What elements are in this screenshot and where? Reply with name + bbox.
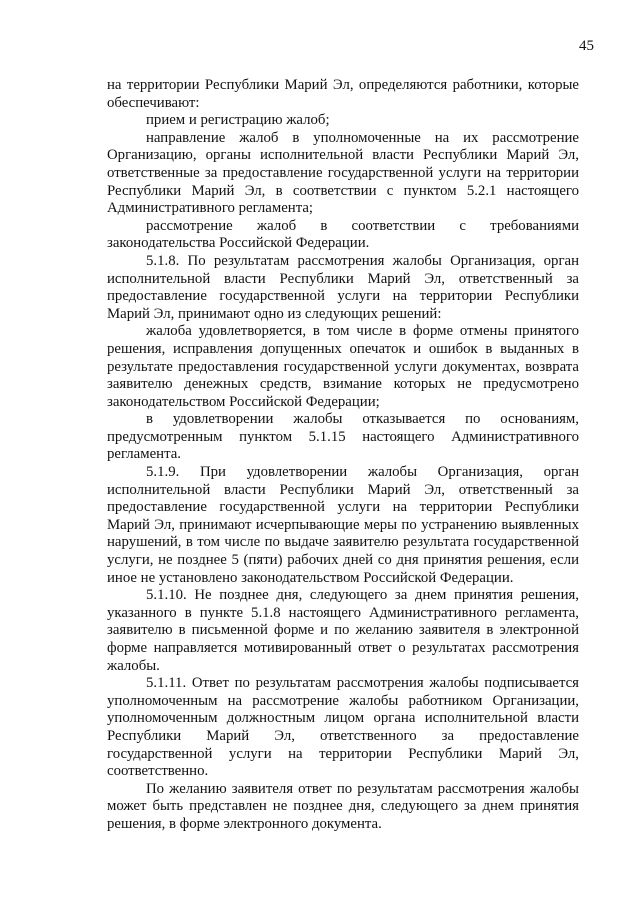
paragraph: 5.1.9. При удовлетворении жалобы Организация, орган исполнительной власти Республики Марий Эл, ответственный за предоставление государственной услуги на территории Республики Марий Эл, принимают исчерпывающие меры по устранению выявленных нарушений, в том числе по выдаче заявителю результата государственной услуги, не позднее 5 (пяти) рабочих дней со дня принятия решения, если иное не установлено законодательством Российской Федерации.	[107, 464, 579, 586]
paragraph: направление жалоб в уполномоченные на их рассмотрение Организацию, органы исполнительной власти Республики Марий Эл, ответственные за предоставление государственной услуги на территории Республики Марий Эл, в соответствии с пунктом 5.2.1 настоящего Административного регламента;	[107, 129, 579, 217]
paragraph: в удовлетворении жалобы отказывается по основаниям, предусмотренным пунктом 5.1.15 настоящего Административного регламента.	[107, 411, 579, 463]
paragraph: 5.1.10. Не позднее дня, следующего за днем принятия решения, указанного в пункте 5.1.8 настоящего Административного регламента, заявителю в письменной форме и по желанию заявителя в электронной форме направляется мотивированный ответ о результатах рассмотрения жалобы.	[107, 587, 579, 674]
paragraph: По желанию заявителя ответ по результатам рассмотрения жалобы может быть представлен не позднее дня, следующего за днем принятия решения, в форме электронного документа.	[107, 780, 579, 832]
paragraph: прием и регистрацию жалоб;	[146, 112, 330, 129]
page-number: 45	[579, 38, 594, 54]
paragraph: на территории Республики Марий Эл, определяются работники, которые обеспечивают:	[107, 77, 579, 111]
paragraph: 5.1.8. По результатам рассмотрения жалобы Организация, орган исполнительной власти Республики Марий Эл, ответственный за предоставление государственной услуги на территории Республики Марий Эл, принимают одно из следующих решений:	[107, 252, 579, 322]
document-body	[107, 77, 579, 834]
paragraph: жалоба удовлетворяется, в том числе в форме отмены принятого решения, исправления допущенных опечаток и ошибок в выданных в результате предоставления государственной услуги документах, возврата заявителю денежных средств, взимание которых не предусмотрено законодательством Российской Федерации;	[107, 323, 579, 410]
paragraph: 5.1.11. Ответ по результатам рассмотрения жалобы подписывается уполномоченным на рассмотрение жалобы работником Организации, уполномоченным должностным лицом органа исполнительной власти Республики Марий Эл, ответственного за предоставление государственной услуги на территории Республики Марий Эл, соответственно.	[107, 675, 579, 780]
paragraph: рассмотрение жалоб в соответствии с требованиями законодательства Российской Федерации.	[107, 217, 579, 252]
